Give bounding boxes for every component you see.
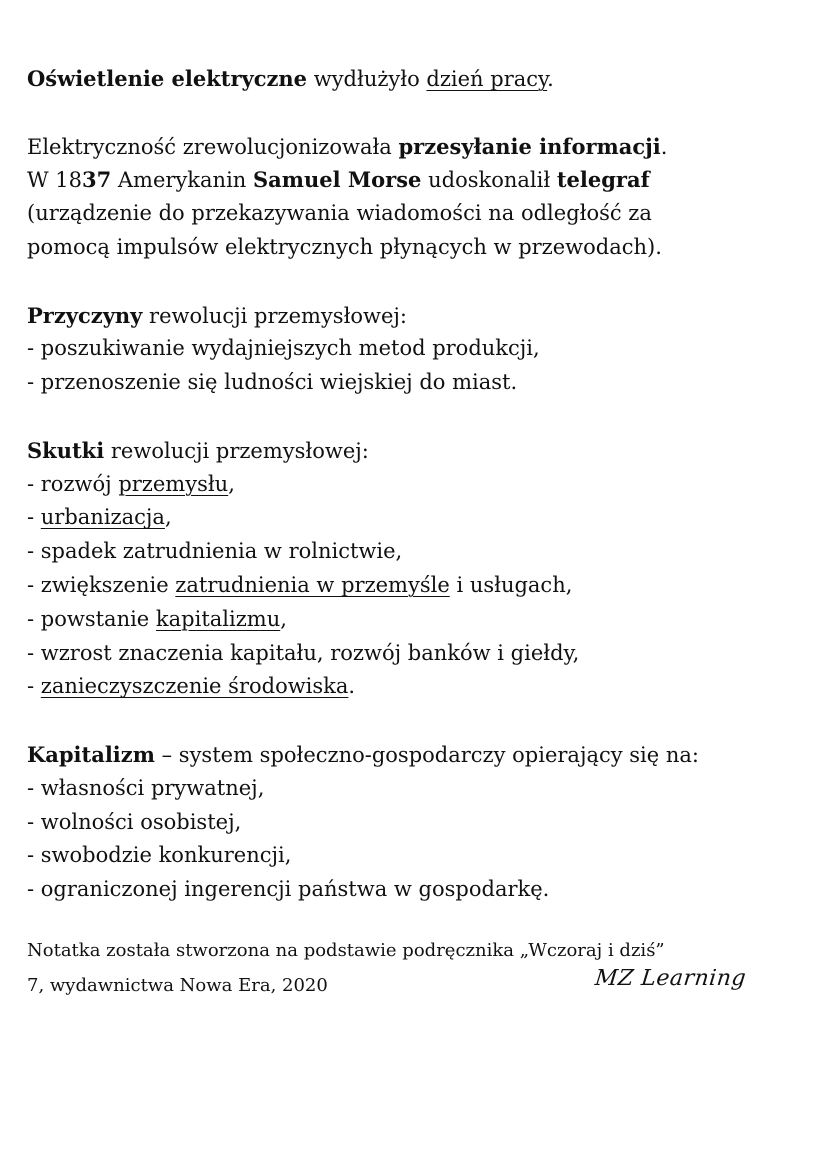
text-segment: pomocą impulsów elektrycznych płynących w przewodach). — [27, 234, 662, 259]
paragraph — [27, 62, 699, 96]
underlined-term: zanieczyszczenie środowiska — [40, 674, 349, 699]
paragraph-gap — [27, 704, 699, 738]
bold-term: 37 — [81, 167, 112, 193]
text-segment: - rozwój — [27, 471, 119, 496]
text-line — [27, 163, 699, 197]
text-segment: i usługach, — [449, 572, 573, 597]
bold-term: Samuel Morse — [253, 167, 422, 193]
text-line — [27, 366, 699, 400]
text-segment: Elektryczność zrewolucjonizowała — [27, 134, 399, 159]
text-segment: wydłużyło — [307, 67, 427, 91]
paragraph — [27, 299, 699, 400]
paragraph — [27, 130, 699, 265]
text-line — [27, 569, 699, 603]
text-line — [27, 468, 699, 502]
paragraph — [27, 738, 699, 907]
text-segment: . — [547, 67, 554, 91]
text-segment: rewolucji przemysłowej: — [104, 438, 369, 463]
underlined-term: zatrudnienia w przemyśle — [175, 572, 450, 597]
text-segment: - spadek zatrudnienia w rolnictwie, — [27, 539, 403, 564]
bold-term: Skutki — [27, 437, 105, 463]
text-segment: - przenoszenie się ludności wiejskiej do miast. — [27, 370, 518, 395]
paragraph-gap — [27, 96, 699, 130]
note-body — [27, 62, 699, 907]
bold-term: Przyczyny — [27, 302, 143, 328]
underlined-term: przemysłu — [118, 471, 229, 496]
text-segment: W 18 — [27, 168, 82, 193]
text-segment: . — [348, 674, 356, 699]
text-segment: , — [280, 606, 287, 631]
text-line — [27, 670, 699, 704]
text-segment: - wolności osobistej, — [27, 809, 242, 834]
text-line — [27, 332, 699, 366]
source-footer — [27, 933, 665, 1003]
bold-term: Kapitalizm — [27, 741, 155, 767]
text-segment: - poszukiwanie wydajniejszych metod produkcji, — [27, 336, 540, 361]
text-line — [27, 873, 699, 907]
bold-term: przesyłanie informacji — [398, 133, 661, 159]
text-segment: , — [164, 505, 172, 530]
bold-term: Oświetlenie elektryczne — [27, 66, 308, 91]
text-line — [27, 637, 699, 671]
text-segment: - zwiększenie — [27, 572, 176, 597]
underlined-term: urbanizacja — [40, 505, 165, 530]
source-line-2: 7, wydawnictwa Nowa Era, 2020 — [27, 975, 328, 996]
text-segment: - — [27, 674, 41, 699]
text-line — [27, 231, 699, 265]
text-line — [27, 197, 699, 231]
paragraph-gap — [27, 265, 699, 299]
text-line — [27, 299, 699, 333]
text-segment: - — [27, 505, 41, 530]
paragraph — [27, 434, 699, 704]
text-line — [27, 130, 699, 164]
text-segment: - swobodzie konkurencji, — [27, 843, 292, 868]
text-segment: - powstanie — [27, 606, 156, 631]
text-segment: udoskonalił — [421, 168, 557, 193]
text-line — [27, 62, 699, 96]
paragraph-gap — [27, 400, 699, 434]
text-segment: - własności prywatnej, — [27, 775, 265, 800]
text-line — [27, 603, 699, 637]
underlined-term: dzień pracy — [426, 67, 548, 91]
text-segment: Amerykanin — [111, 168, 253, 193]
text-segment: . — [660, 134, 668, 159]
text-segment: (urządzenie do przekazywania wiadomości na odległość za — [27, 201, 652, 226]
bold-term: telegraf — [556, 167, 650, 193]
source-line-1: Notatka została stworzona na podstawie podręcznika „Wczoraj i dziś” — [27, 940, 665, 961]
text-line — [27, 839, 699, 873]
text-segment: – system społeczno-gospodarczy opierający się na: — [154, 742, 699, 767]
text-line — [27, 434, 699, 468]
text-line — [27, 806, 699, 840]
text-line — [27, 501, 699, 535]
text-segment: rewolucji przemysłowej: — [142, 303, 408, 328]
signature-logo: MZ Learning — [593, 966, 748, 991]
text-line — [27, 772, 699, 806]
underlined-term: kapitalizmu — [155, 606, 281, 631]
text-segment: - wzrost znaczenia kapitału, rozwój banków i giełdy, — [27, 640, 580, 665]
text-line — [27, 535, 699, 569]
text-segment: , — [228, 471, 235, 496]
text-segment: - ograniczonej ingerencji państwa w gospodarkę. — [27, 877, 550, 902]
text-line — [27, 738, 699, 772]
